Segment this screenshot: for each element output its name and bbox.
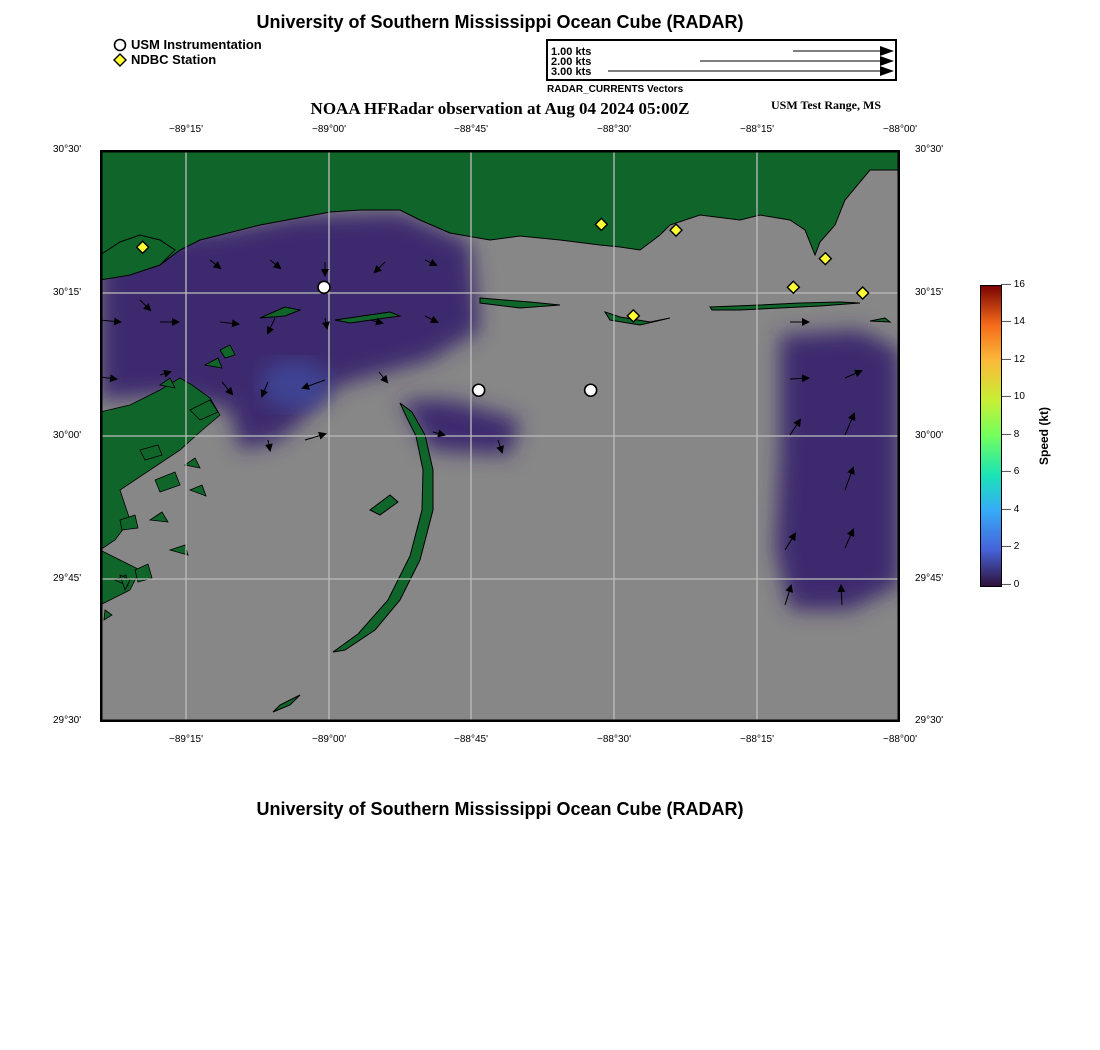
top-lon-tick-6: −88°00' bbox=[883, 124, 917, 135]
page-title: University of Southern Mississippi Ocean Cube (RADAR) bbox=[256, 12, 744, 32]
usm-station-marker bbox=[318, 281, 330, 293]
left-lat-tick-5: 29°30' bbox=[53, 715, 82, 726]
top-lon-tick-5: −88°15' bbox=[740, 124, 774, 135]
left-lat-tick-2: 30°15' bbox=[53, 287, 82, 298]
usm-station-marker bbox=[585, 384, 597, 396]
left-lat-tick-3: 30°00' bbox=[53, 430, 82, 441]
vector-key-row-1: 1.00 kts bbox=[551, 46, 592, 58]
bottom-lon-tick-1: −89°15' bbox=[169, 734, 203, 745]
left-lat-tick-1: 30°30' bbox=[53, 144, 82, 155]
colorbar-tick-8: — 8 bbox=[1001, 429, 1020, 440]
colorbar-tick-4: — 4 bbox=[1001, 504, 1020, 515]
usm-circle-icon bbox=[113, 38, 127, 52]
bottom-lon-tick-6: −88°00' bbox=[883, 734, 917, 745]
vector-key-arrows bbox=[548, 41, 895, 79]
top-lon-tick-4: −88°30' bbox=[597, 124, 631, 135]
vector-key bbox=[546, 39, 897, 81]
colorbar-tick-10: — 10 bbox=[1001, 391, 1025, 402]
colorbar-label: Speed (kt) bbox=[1037, 406, 1051, 466]
legend-ndbc bbox=[113, 52, 216, 67]
legend-ndbc-label: NDBC Station bbox=[131, 52, 217, 67]
legend-usm bbox=[113, 37, 262, 52]
bottom-lon-tick-3: −88°45' bbox=[454, 734, 488, 745]
right-lat-tick-5: 29°30' bbox=[915, 715, 944, 726]
map-region-label: USM Test Range, MS bbox=[771, 98, 882, 112]
map-canvas bbox=[100, 150, 900, 722]
usm-station-marker bbox=[473, 384, 485, 396]
colorbar-tick-0: — 0 bbox=[1001, 579, 1020, 590]
colorbar-tick-2: — 2 bbox=[1001, 541, 1020, 552]
map-subtitle: NOAA HFRadar observation at Aug 04 2024 05:00Z bbox=[310, 99, 690, 118]
top-lon-tick-2: −89°00' bbox=[312, 124, 346, 135]
right-lat-tick-4: 29°45' bbox=[915, 573, 944, 584]
bottom-title: University of Southern Mississippi Ocean Cube (RADAR) bbox=[256, 799, 744, 819]
current-speed-peak bbox=[260, 360, 330, 410]
top-lon-tick-1: −89°15' bbox=[169, 124, 203, 135]
vector-key-row-2: 2.00 kts bbox=[551, 56, 592, 68]
vector-key-row-3: 3.00 kts bbox=[551, 66, 592, 78]
colorbar-tick-6: — 6 bbox=[1001, 466, 1020, 477]
right-lat-tick-3: 30°00' bbox=[915, 430, 944, 441]
left-lat-tick-4: 29°45' bbox=[53, 573, 82, 584]
top-lon-tick-3: −88°45' bbox=[454, 124, 488, 135]
vector-key-caption: RADAR_CURRENTS Vectors bbox=[547, 84, 684, 95]
bottom-lon-tick-4: −88°30' bbox=[597, 734, 631, 745]
colorbar-tick-14: — 14 bbox=[1001, 316, 1025, 327]
bottom-lon-tick-5: −88°15' bbox=[740, 734, 774, 745]
right-lat-tick-1: 30°30' bbox=[915, 144, 944, 155]
ndbc-diamond-icon bbox=[113, 53, 127, 67]
bottom-lon-tick-2: −89°00' bbox=[312, 734, 346, 745]
right-lat-tick-2: 30°15' bbox=[915, 287, 944, 298]
legend-usm-label: USM Instrumentation bbox=[131, 37, 262, 52]
colorbar-tick-12: — 12 bbox=[1001, 354, 1025, 365]
speed-colorbar bbox=[980, 285, 1002, 587]
colorbar-tick-16: — 16 bbox=[1001, 279, 1025, 290]
